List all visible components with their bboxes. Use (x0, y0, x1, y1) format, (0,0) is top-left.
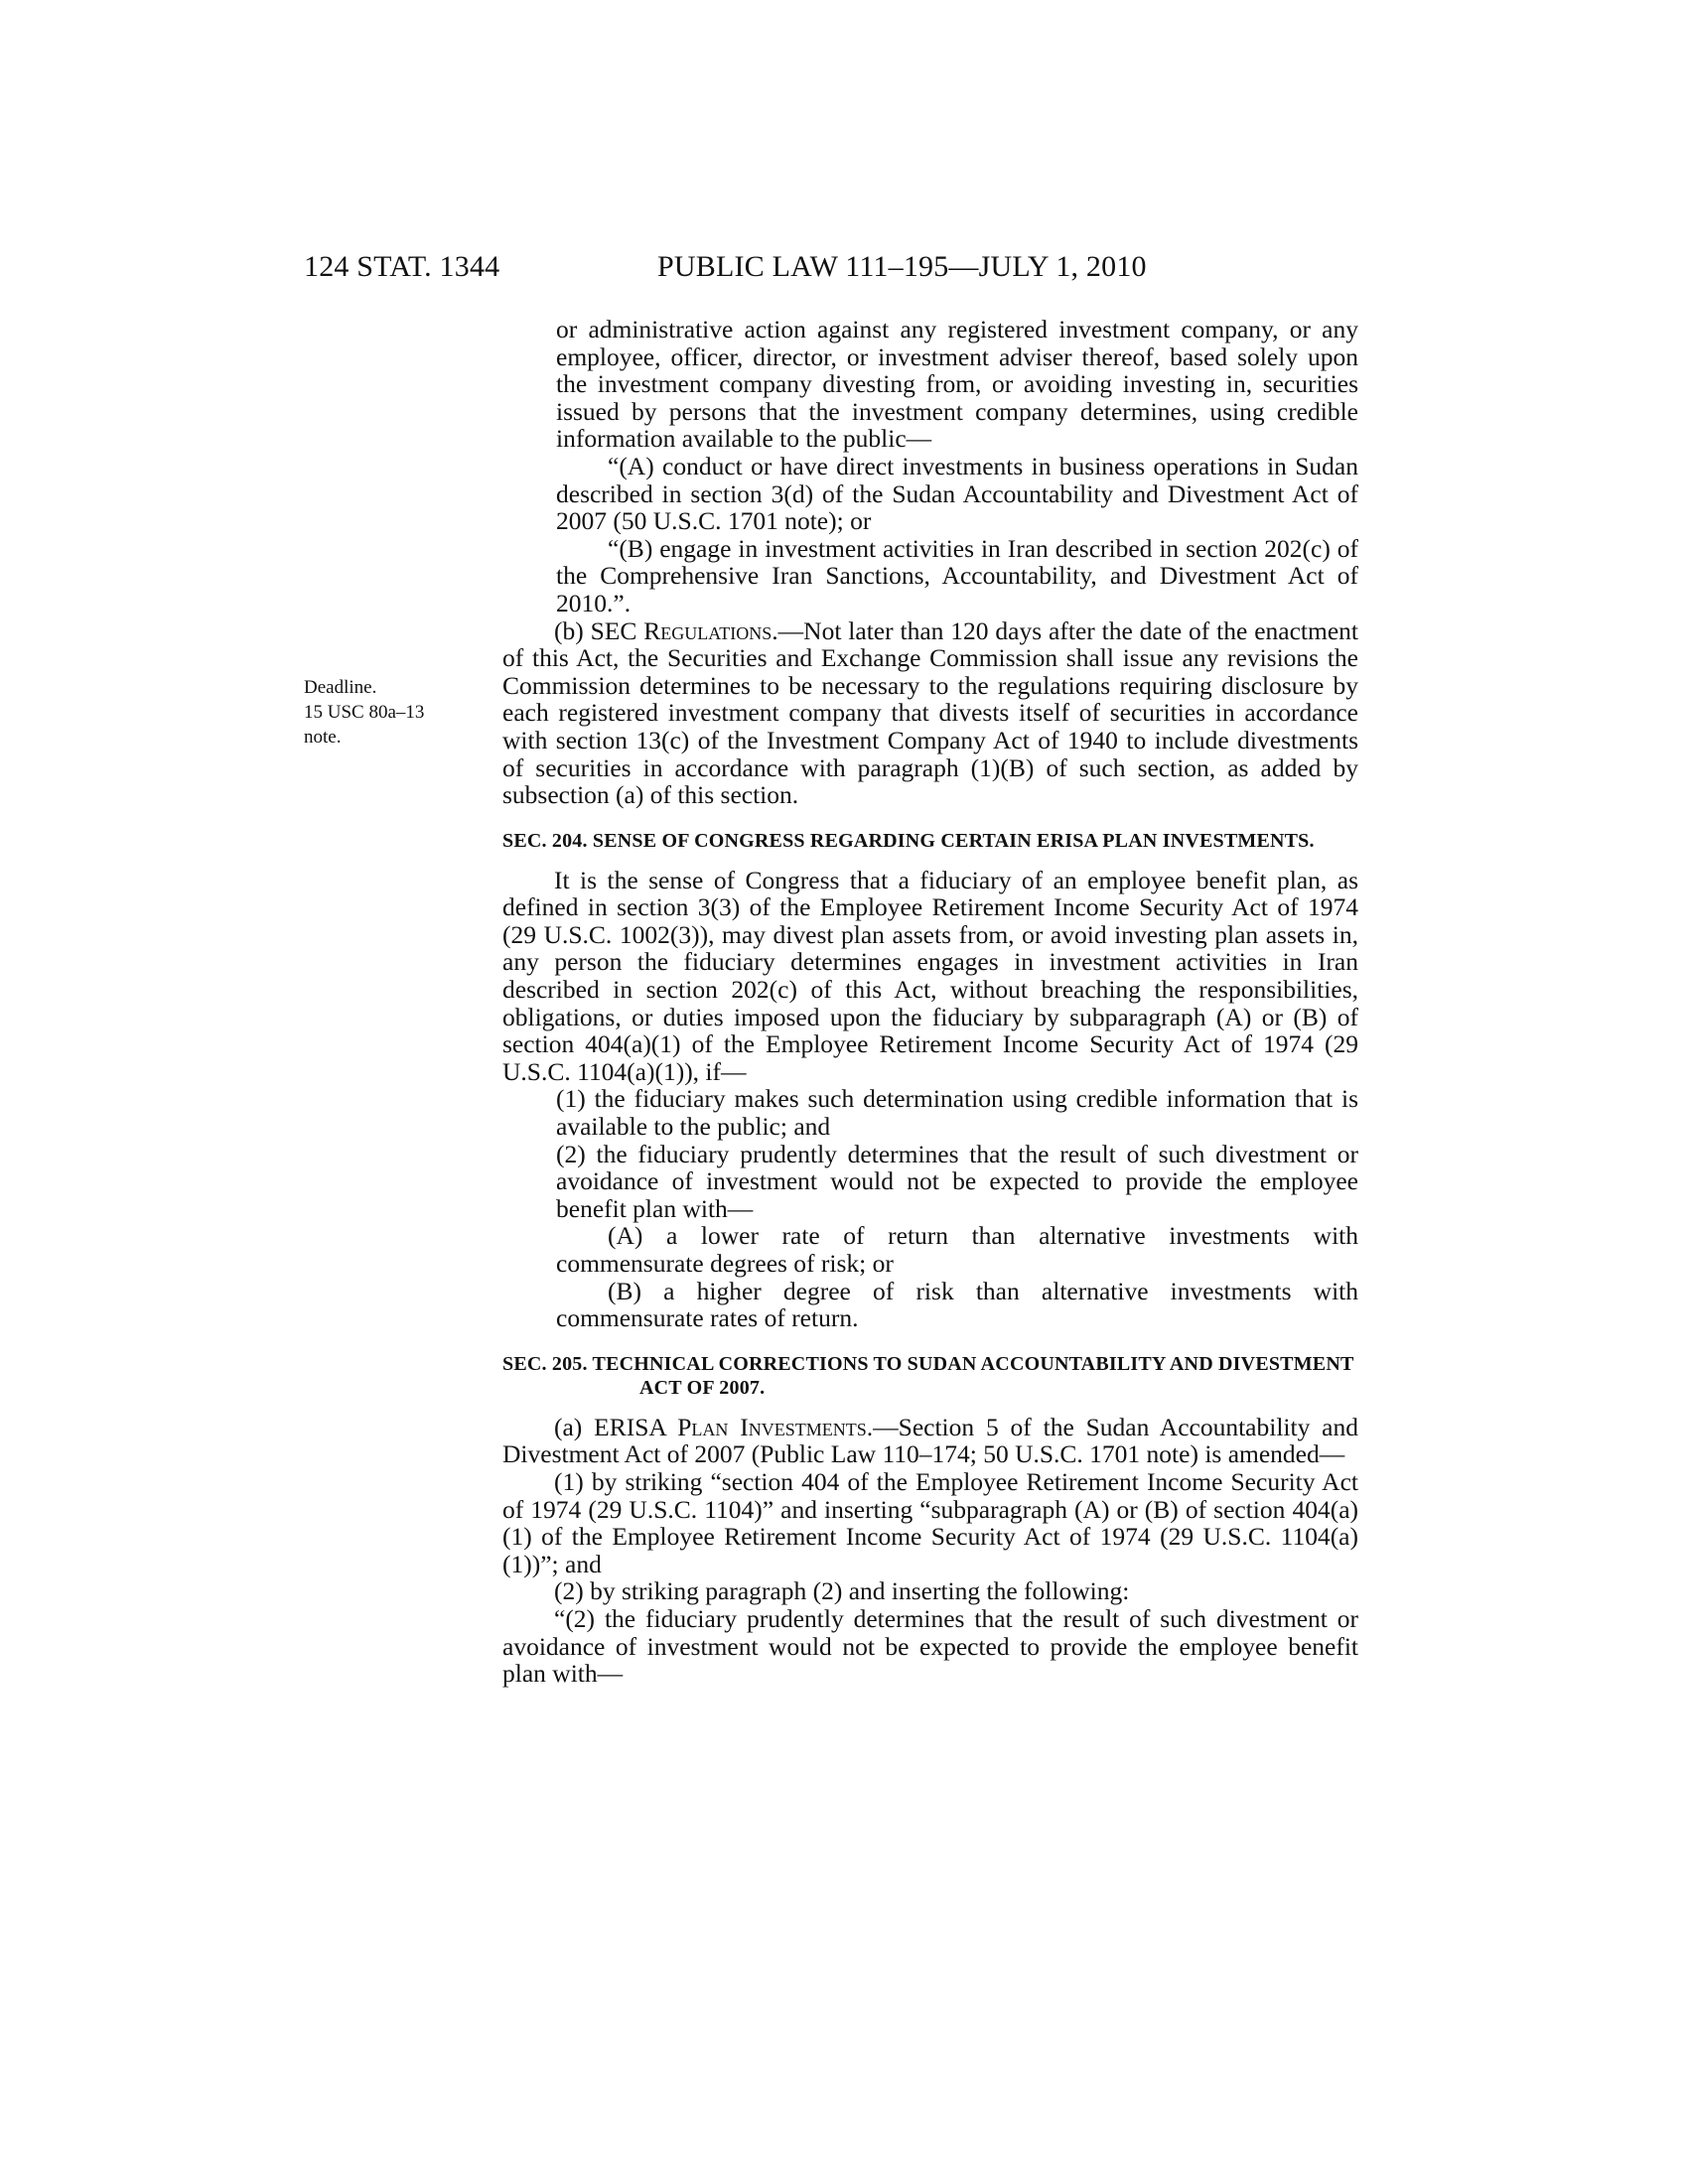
paragraph: “(A) conduct or have direct investments in business operations in Sudan described in section 3(d) of the Sudan Accountability and Divestment Act of 2007 (50 U.S.C. 1701 note); or (556, 451, 1358, 536)
section-heading: SEC. 204. SENSE OF CONGRESS REGARDING CERTAIN ERISA PLAN INVESTMENTS. (502, 829, 1315, 852)
paragraph: (A) a lower rate of return than alternative investments with commensurate degrees of risk; or (556, 1221, 1358, 1278)
subsection-heading: Regulations (643, 615, 773, 645)
subsection-heading: ERISA Plan Investments (594, 1412, 867, 1441)
paragraph: (2) by striking paragraph (2) and inserting the following: (554, 1576, 1130, 1606)
paragraph: or administrative action against any registered investment company, or any employee, officer, director, or investment adviser thereof, based solely upon the investment company divesting from, or avoiding investing in, securities issued by persons that the investment company determines, using credible information available to the public— (556, 315, 1358, 454)
section-heading: SEC. 205. TECHNICAL CORRECTIONS TO SUDAN ACCOUNTABILITY AND DIVESTMENT ACT OF 2007. (502, 1352, 1354, 1399)
body-text (502, 316, 1358, 1688)
subsection-label: (b) SEC (554, 615, 644, 645)
margin-note-line: note. (304, 727, 342, 748)
paragraph (502, 617, 1358, 809)
paragraph (502, 1414, 1358, 1468)
subsection-text: .—Section 5 of the Sudan Accountability and Divestment Act of 2007 (Public Law 110–174; 50 U.S.C. 1701 note) is amended— (502, 1412, 1358, 1469)
paragraph: “(2) the fiduciary prudently determines that the result of such divestment or avoidance of investment would not be expected to provide the employee benefit plan with— (502, 1603, 1358, 1689)
running-header: PUBLIC LAW 111–195—JULY 1, 2010 (657, 250, 1147, 283)
paragraph: (1) by striking “section 404 of the Employee Retirement Income Security Act of 1974 (29 U.S.C. 1104)” and inserting “subparagraph (A) or (B) of section 404(a)(1) of the Employee Retirement Income Security Act of 1974 (29 U.S.C. 1104(a)(1))”; and (502, 1466, 1358, 1578)
paragraph: “(B) engage in investment activities in Iran described in section 202(c) of the Comprehensive Iran Sanctions, Accountability, and Divestment Act of 2010.”. (556, 533, 1358, 617)
paragraph (502, 1085, 1358, 1140)
paragraph: It is the sense of Congress that a fiduciary of an employee benefit plan, as defined in section 3(3) of the Employee Retirement Income Security Act of 1974 (29 U.S.C. 1002(3)), may divest plan assets from, or avoid investing plan assets in, any person the fiduciary determines engages in investment activities in Iran described in section 202(c) of this Act, without breaching the responsibilities, obligations, or duties imposed upon the fiduciary by subparagraph (A) or (B) of section 404(a)(1) of the Employee Retirement Income Security Act of 1974 (29 U.S.C. 1104(a)(1)), if— (502, 865, 1358, 1086)
paragraph-text: (1) the fiduciary makes such determination using credible information that is available to the public; and (556, 1084, 1358, 1142)
statute-page-number: 124 STAT. 1344 (304, 250, 500, 283)
margin-note-line: Deadline. (304, 677, 377, 698)
subsection-text: .—Not later than 120 days after the date of the enactment of this Act, the Securities and Exchange Commission shall issue any revisions the Commission determines to be necessary to the regulations requiring disclosure by each registered investment company that divests itself of securities in accordance with section 13(c) of the Investment Company Act of 1940 to include divestments of securities in accordance with paragraph (1)(B) of such section, as added by subsection (a) of this section. (502, 615, 1358, 810)
subsection-label: (a) (554, 1412, 595, 1441)
margin-note (304, 675, 502, 750)
paragraph: (B) a higher degree of risk than alternative investments with commensurate rates of return. (556, 1276, 1358, 1333)
paragraph: (2) the fiduciary prudently determines that the result of such divestment or avoidance of investment would not be expected to provide the employee benefit plan with— (556, 1139, 1358, 1223)
margin-note-line: 15 USC 80a–13 (304, 702, 425, 723)
